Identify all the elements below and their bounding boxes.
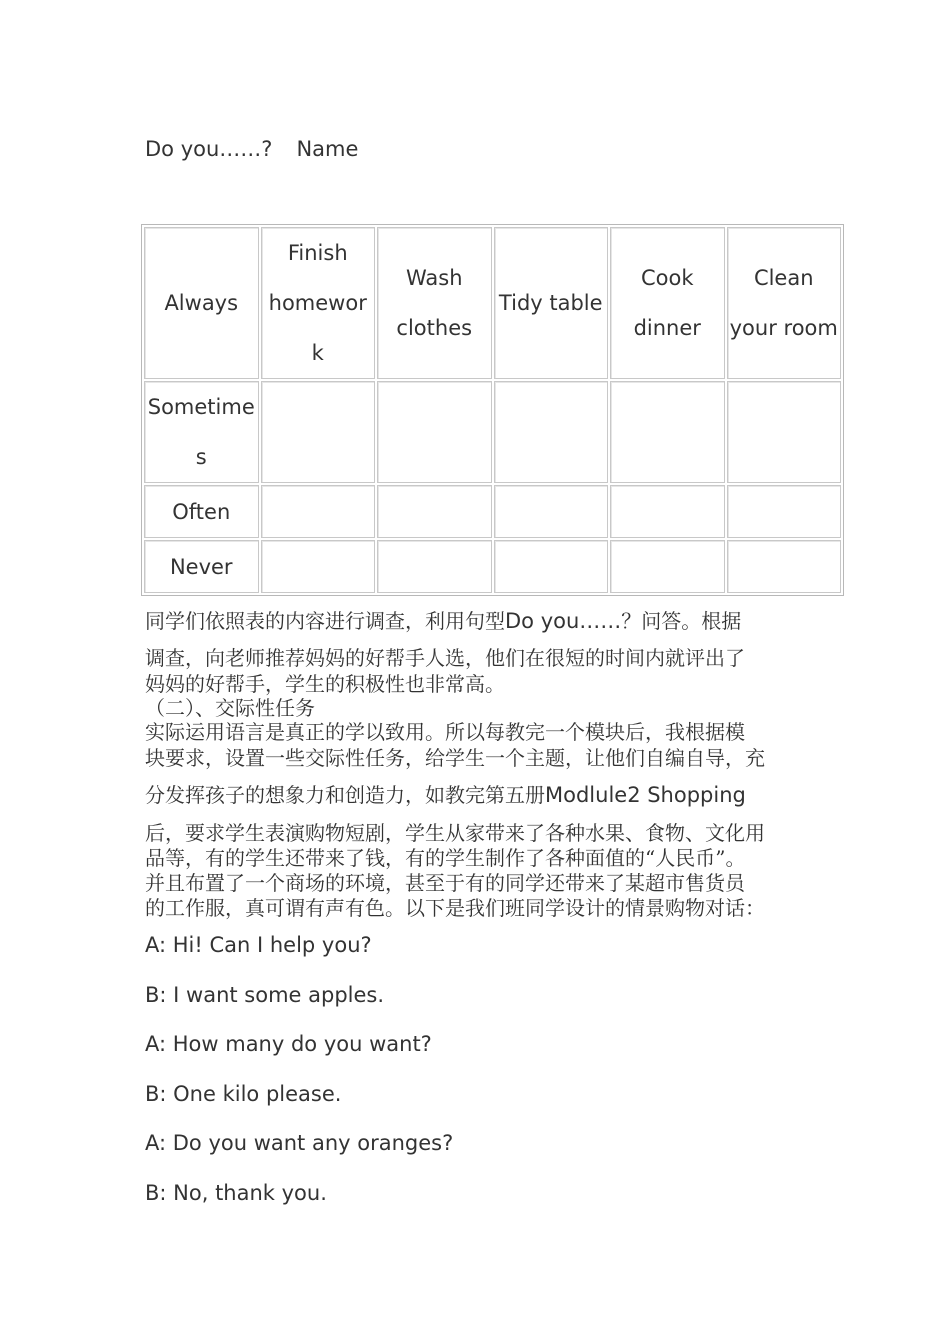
table-cell bbox=[377, 381, 492, 483]
paragraph-line: 品等，有的学生还带来了钱，有的学生制作了各种面值的“人民币”。 bbox=[145, 846, 746, 870]
dialogue-line: B: No, thank you. bbox=[145, 1181, 327, 1205]
table-row bbox=[144, 381, 841, 483]
survey-table bbox=[141, 224, 844, 596]
row-label-never: Never bbox=[144, 540, 259, 593]
table-cell bbox=[727, 381, 842, 483]
dialogue-line: A: Do you want any oranges? bbox=[145, 1131, 454, 1155]
table-cell bbox=[494, 381, 609, 483]
column-header-wash-clothes: Wash clothes bbox=[377, 227, 492, 379]
dialogue-line: A: How many do you want? bbox=[145, 1032, 432, 1056]
table-cell bbox=[261, 485, 376, 538]
paragraph-line: 妈妈的好帮手，学生的积极性也非常高。 bbox=[145, 672, 505, 696]
table-row bbox=[144, 485, 841, 538]
dialogue-line: B: One kilo please. bbox=[145, 1082, 342, 1106]
paragraph-line: 并且布置了一个商场的环境，甚至于有的同学还带来了某超市售货员 bbox=[145, 871, 745, 895]
table-cell bbox=[261, 381, 376, 483]
section-title: （二）、交际性任务 bbox=[145, 696, 315, 720]
table-row bbox=[144, 227, 841, 379]
name-label: Name bbox=[296, 137, 359, 161]
table-cell bbox=[610, 540, 725, 593]
table-cell bbox=[494, 485, 609, 538]
row-label-sometimes: Sometime s bbox=[144, 381, 259, 483]
paragraph-line: 同学们依照表的内容进行调查，利用句型Do you……？问答。根据 bbox=[145, 609, 742, 633]
table-cell bbox=[610, 485, 725, 538]
table-cell bbox=[494, 540, 609, 593]
survey-prompt: Do you……? bbox=[145, 137, 273, 161]
column-header-cook-dinner: Cook dinner bbox=[610, 227, 725, 379]
row-label-often: Often bbox=[144, 485, 259, 538]
paragraph-line: 实际运用语言是真正的学以致用。所以每教完一个模块后，我根据模 bbox=[145, 720, 745, 744]
table-cell bbox=[377, 540, 492, 593]
table-cell bbox=[610, 381, 725, 483]
dialogue-line: B: I want some apples. bbox=[145, 983, 385, 1007]
table-row bbox=[144, 540, 841, 593]
column-header-clean-room: Clean your room bbox=[727, 227, 842, 379]
paragraph-line: 块要求，设置一些交际性任务，给学生一个主题，让他们自编自导，充 bbox=[145, 746, 765, 770]
dialogue-line: A: Hi! Can I help you? bbox=[145, 933, 372, 957]
table-cell bbox=[727, 485, 842, 538]
survey-heading bbox=[145, 136, 358, 162]
table-cell bbox=[377, 485, 492, 538]
paragraph-line: 的工作服，真可谓有声有色。以下是我们班同学设计的情景购物对话： bbox=[145, 896, 765, 920]
paragraph-line: 分发挥孩子的想象力和创造力，如教完第五册Modlule2 Shopping bbox=[145, 783, 746, 807]
table-cell bbox=[261, 540, 376, 593]
table-cell bbox=[727, 540, 842, 593]
column-header-finish-homework: Finish homewor k bbox=[261, 227, 376, 379]
paragraph-line: 后，要求学生表演购物短剧，学生从家带来了各种水果、食物、文化用 bbox=[145, 821, 765, 845]
column-header-tidy-table: Tidy table bbox=[494, 227, 609, 379]
row-label-always: Always bbox=[144, 227, 259, 379]
paragraph-line: 调查，向老师推荐妈妈的好帮手人选，他们在很短的时间内就评出了 bbox=[145, 646, 745, 670]
